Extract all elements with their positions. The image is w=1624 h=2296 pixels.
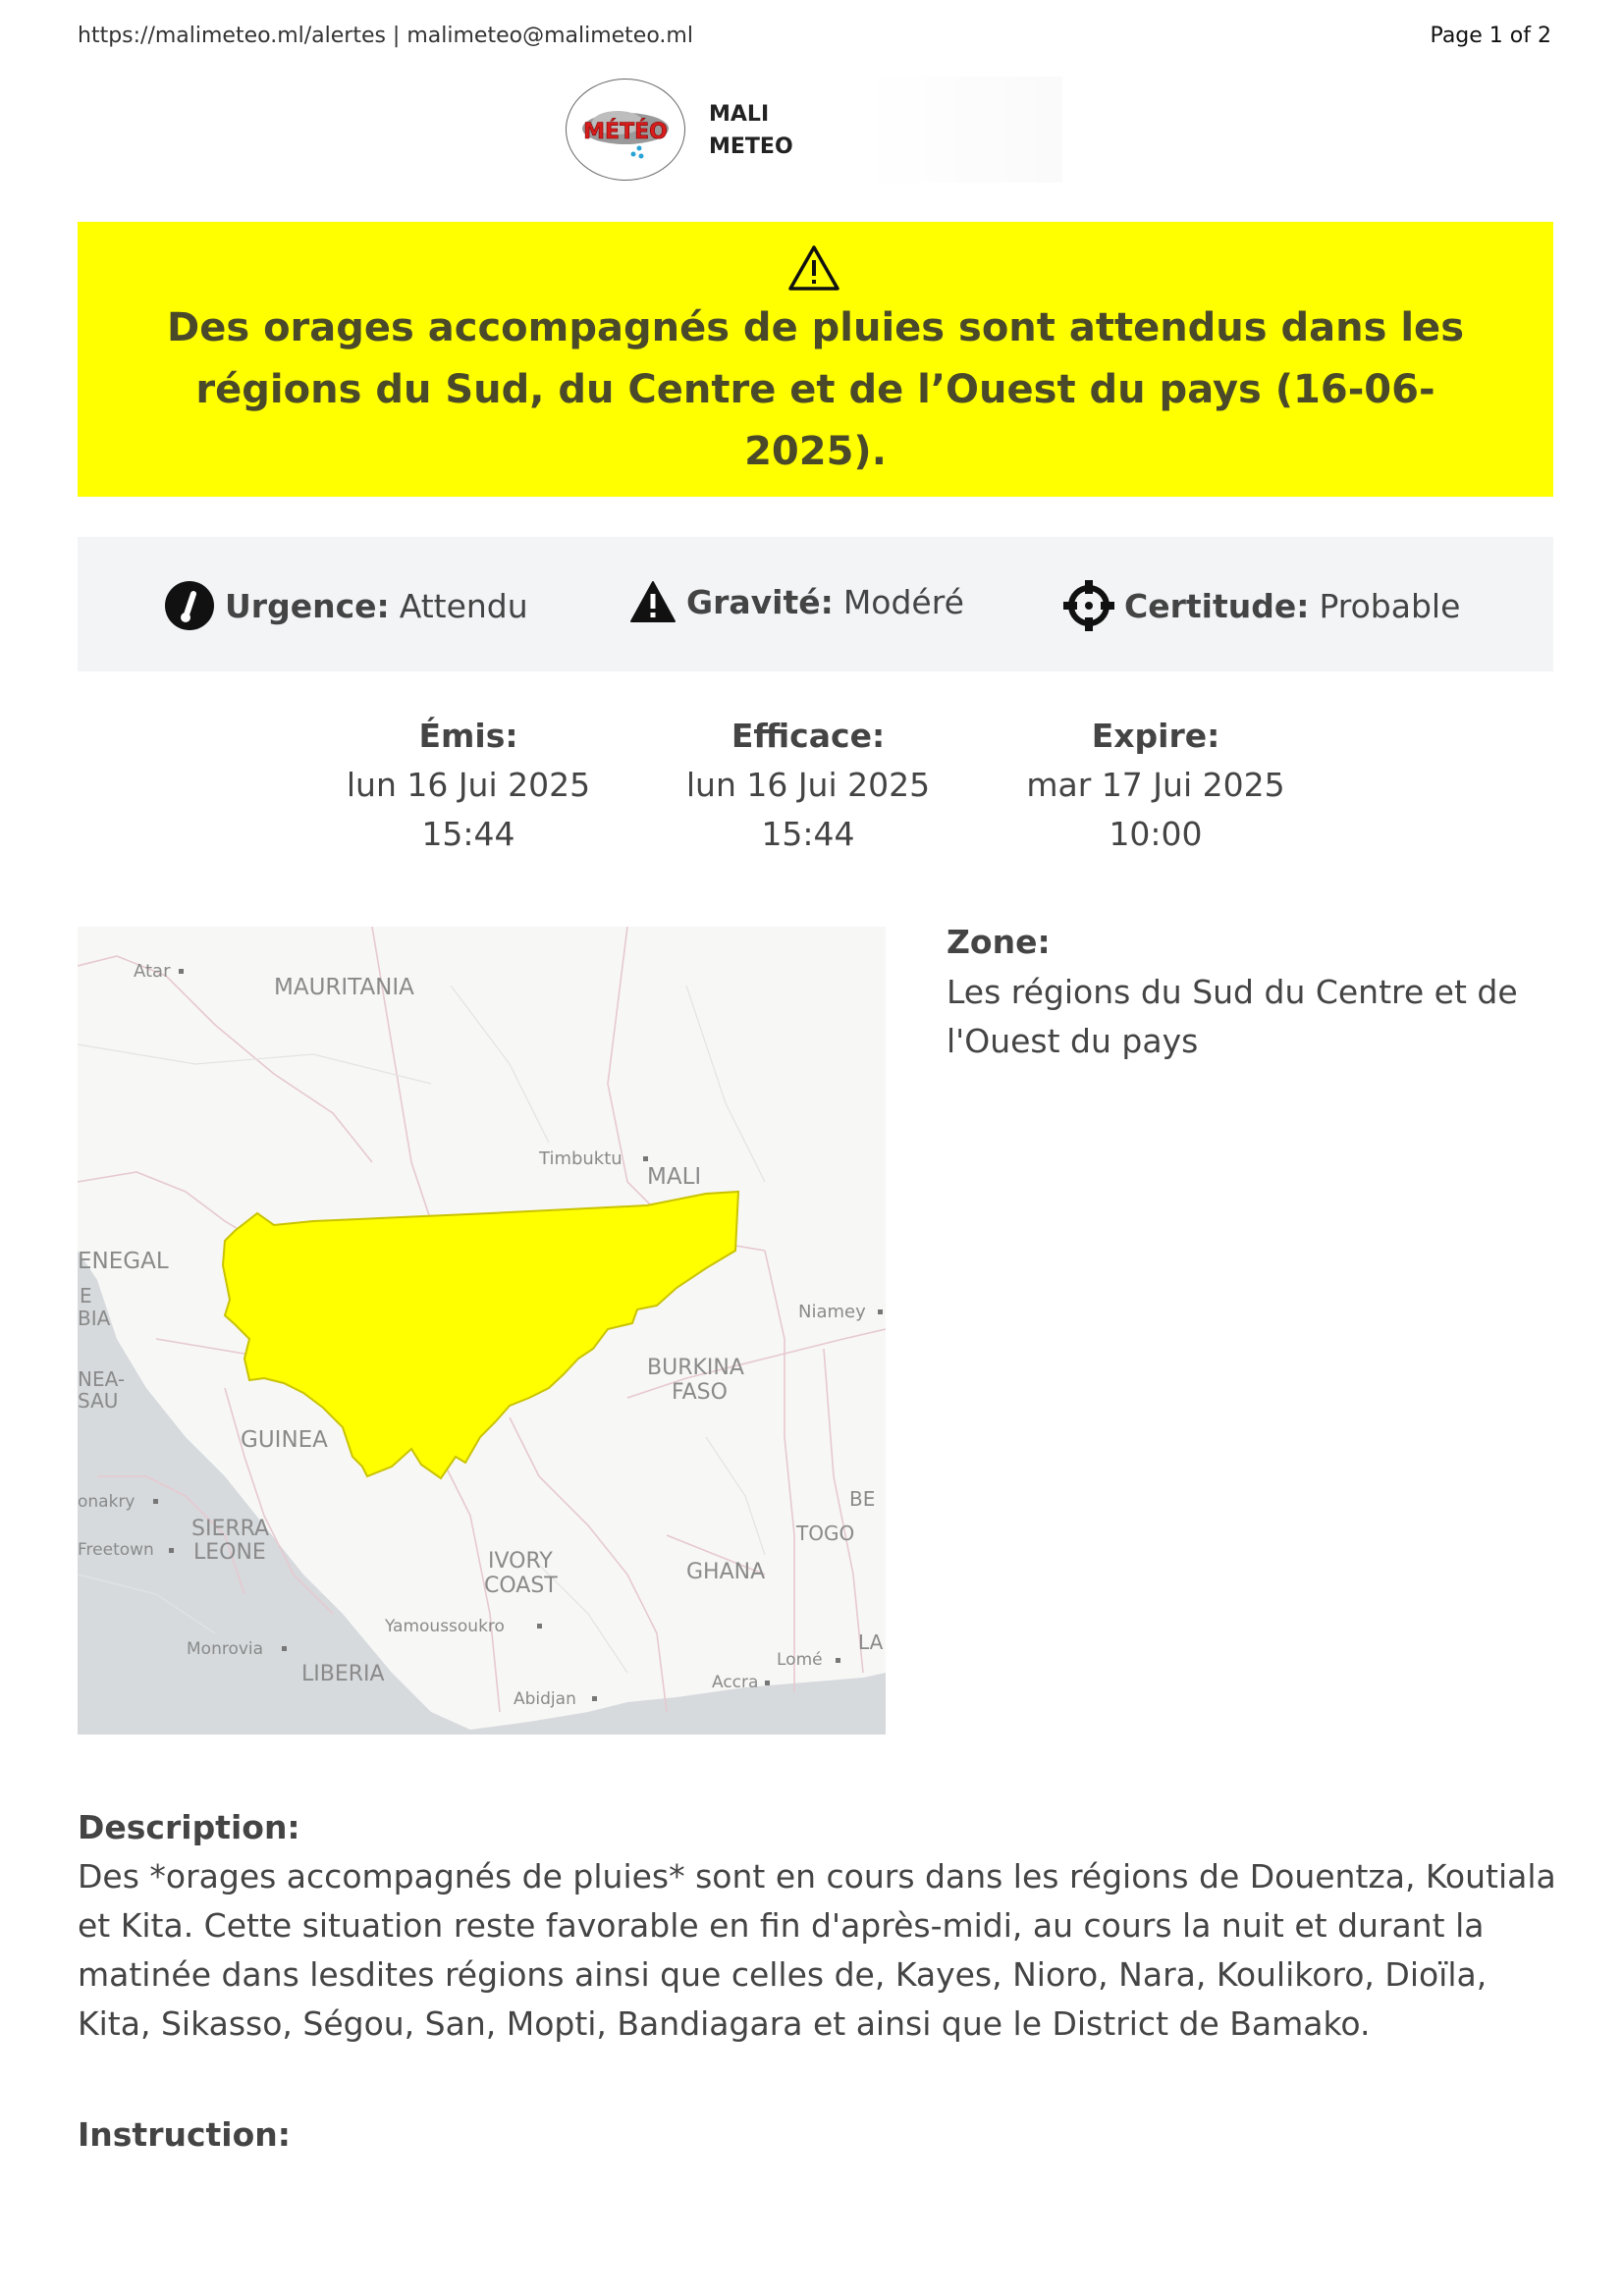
map-label-guinea-bissau-2: SAU <box>78 1389 119 1413</box>
logo-emblem <box>566 79 685 181</box>
issued-time: 15:44 <box>421 815 515 853</box>
gauge-icon <box>164 580 215 631</box>
urgency-item <box>164 580 528 631</box>
severity-value: Modéré <box>842 582 964 621</box>
alert-meta-box <box>78 537 1553 671</box>
expires-date <box>1008 712 1303 859</box>
alert-area-map <box>78 927 886 1735</box>
urgency-label: Urgence: <box>225 586 390 625</box>
map-label-gambia-2: BIA <box>78 1307 111 1330</box>
logo-text <box>709 98 793 163</box>
effective-label: Efficace: <box>731 717 886 755</box>
zone-value: Les régions du Sud du Centre et de l'Ouest du pays <box>947 973 1518 1060</box>
logo-line-2: METEO <box>709 134 793 159</box>
map-label-timbuktu: Timbuktu <box>539 1148 623 1169</box>
map-label-ivory-coast-1: IVORY <box>488 1549 553 1574</box>
map-label-mali: MALI <box>647 1164 702 1190</box>
map-label-benin: BE <box>849 1487 876 1511</box>
map-label-burkina-1: BURKINA <box>647 1356 744 1380</box>
warning-triangle-outline-icon <box>786 243 841 293</box>
instruction-label: Instruction: <box>78 2115 291 2154</box>
certainty-value: Probable <box>1319 586 1461 625</box>
issued-label: Émis: <box>418 717 518 755</box>
map-label-senegal: ENEGAL <box>78 1249 169 1274</box>
mali-meteo-logo <box>562 77 1062 183</box>
map-label-mauritania: MAURITANIA <box>274 975 414 1000</box>
svg-text:MÉTÉO: MÉTÉO <box>583 120 668 144</box>
expires-time: 10:00 <box>1109 815 1203 853</box>
effective-day: lun 16 Jui 2025 <box>685 766 931 804</box>
map-label-monrovia: Monrovia <box>187 1639 264 1659</box>
map-label-accra: Accra <box>712 1673 759 1692</box>
alert-title: Des orages accompagnés de pluies sont attendus dans les régions du Sud, du Centre et de l’Ouest du pays (16-06-2025). <box>167 305 1464 474</box>
map-label-freetown: Freetown <box>78 1540 154 1560</box>
logo-line-1: MALI <box>709 102 770 127</box>
map-label-liberia: LIBERIA <box>301 1662 385 1686</box>
map-label-lagos: LA <box>858 1630 884 1654</box>
map-label-sierra-leone-1: SIERRA <box>191 1517 270 1541</box>
map-label-conakry: onakry <box>78 1492 135 1512</box>
issued-day: lun 16 Jui 2025 <box>346 766 591 804</box>
certainty-label: Certitude: <box>1124 586 1310 625</box>
map-label-guinea-bissau-1: NEA- <box>78 1367 126 1391</box>
map-label-sierra-leone-2: LEONE <box>193 1540 266 1565</box>
map-label-yamoussoukro: Yamoussoukro <box>385 1617 505 1636</box>
severity-label: Gravité: <box>686 582 834 621</box>
map-label-guinea: GUINEA <box>241 1427 328 1453</box>
map-label-ivory-coast-2: COAST <box>484 1574 558 1598</box>
severity-item <box>629 580 964 623</box>
map-label-togo: TOGO <box>796 1522 855 1545</box>
description-text: Des *orages accompagnés de pluies* sont en cours dans les régions de Douentza, Koutiala et Kita. Cette situation reste favorable en fin d'après-midi, au cours la nuit et durant la matinée dans lesdites régions ainsi que celles de, Kayes, Nioro, Nara, Koulikoro, Dioïla, Kita, Sikasso, Ségou, San, Mopti, Bandiagara et ainsi que le District de Bamako. <box>78 1857 1556 2043</box>
map-label-burkina-2: FASO <box>672 1380 728 1405</box>
map-label-niamey: Niamey <box>798 1302 866 1322</box>
map-label-gambia-1: E <box>80 1284 92 1308</box>
description-label: Description: <box>78 1808 300 1846</box>
effective-date <box>661 712 955 859</box>
zone-label: Zone: <box>947 923 1051 961</box>
map-label-lome: Lomé <box>777 1650 823 1670</box>
effective-time: 15:44 <box>761 815 855 853</box>
alert-headline-box <box>78 222 1553 497</box>
crosshair-icon <box>1063 580 1114 631</box>
map-label-ghana: GHANA <box>686 1560 766 1584</box>
issued-date <box>321 712 616 859</box>
map-label-abidjan: Abidjan <box>514 1689 576 1709</box>
warning-filled-icon <box>629 580 677 623</box>
urgency-value: Attendu <box>399 586 528 625</box>
expires-day: mar 17 Jui 2025 <box>1026 766 1285 804</box>
page-number: Page 1 of 2 <box>1430 24 1551 48</box>
page-header-url: https://malimeteo.ml/alertes | malimeteo@malimeteo.ml <box>78 24 693 48</box>
expires-label: Expire: <box>1091 717 1220 755</box>
certainty-item <box>1063 580 1460 631</box>
map-label-atar: Atar <box>134 961 171 982</box>
